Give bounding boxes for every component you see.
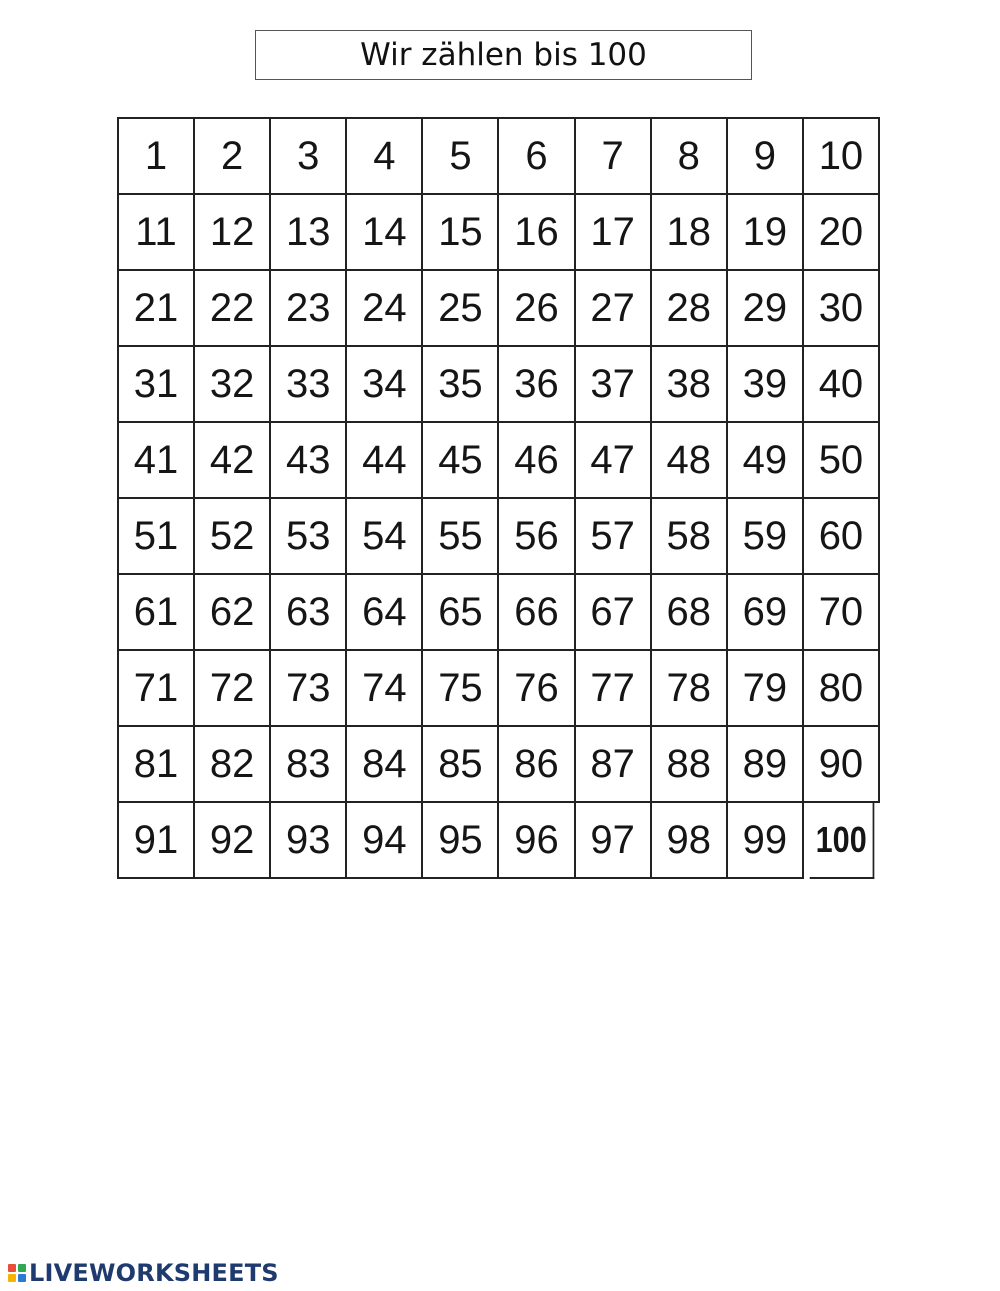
number-cell: 3: [271, 119, 347, 195]
hundred-chart-grid: [117, 117, 880, 879]
number-cell: 77: [576, 651, 652, 727]
number-cell: 93: [271, 803, 347, 879]
number-cell: 86: [499, 727, 575, 803]
number-cell: 26: [499, 271, 575, 347]
worksheet-title: [255, 30, 752, 80]
number-cell: 7: [576, 119, 652, 195]
number-cell: 9: [728, 119, 804, 195]
number-cell: 29: [728, 271, 804, 347]
number-cell: 16: [499, 195, 575, 271]
number-cell: 63: [271, 575, 347, 651]
number-cell: 1: [119, 119, 195, 195]
number-cell: 85: [423, 727, 499, 803]
number-cell: 62: [195, 575, 271, 651]
number-cell: 24: [347, 271, 423, 347]
number-cell: 25: [423, 271, 499, 347]
number-cell: 33: [271, 347, 347, 423]
number-cell: 21: [119, 271, 195, 347]
number-cell: 88: [652, 727, 728, 803]
number-cell: 90: [804, 727, 880, 803]
number-cell: 8: [652, 119, 728, 195]
number-cell: 75: [423, 651, 499, 727]
number-cell: 84: [347, 727, 423, 803]
number-cell: 34: [347, 347, 423, 423]
number-cell: 49: [728, 423, 804, 499]
number-cell: 64: [347, 575, 423, 651]
number-cell: 44: [347, 423, 423, 499]
number-cell: 58: [652, 499, 728, 575]
number-cell: 41: [119, 423, 195, 499]
number-cell: 23: [271, 271, 347, 347]
number-cell: 57: [576, 499, 652, 575]
number-cell: 65: [423, 575, 499, 651]
number-cell: 98: [652, 803, 728, 879]
number-cell: 94: [347, 803, 423, 879]
number-cell: 56: [499, 499, 575, 575]
number-cell: 51: [119, 499, 195, 575]
number-cell: 19: [728, 195, 804, 271]
liveworksheets-footer: [8, 1259, 279, 1287]
number-cell: 36: [499, 347, 575, 423]
number-cell: 27: [576, 271, 652, 347]
number-cell: 5: [423, 119, 499, 195]
number-cell: 18: [652, 195, 728, 271]
number-cell: 37: [576, 347, 652, 423]
number-cell: 95: [423, 803, 499, 879]
number-cell: 22: [195, 271, 271, 347]
number-cell: 12: [195, 195, 271, 271]
number-cell: 48: [652, 423, 728, 499]
number-cell: 20: [804, 195, 880, 271]
number-cell: 17: [576, 195, 652, 271]
number-cell: 80: [804, 651, 880, 727]
number-cell: 10: [804, 119, 880, 195]
number-cell: 87: [576, 727, 652, 803]
number-cell: 28: [652, 271, 728, 347]
number-cell: 83: [271, 727, 347, 803]
number-cell: 47: [576, 423, 652, 499]
number-cell: 45: [423, 423, 499, 499]
number-cell: 96: [499, 803, 575, 879]
liveworksheets-logo-icon: [8, 1264, 26, 1282]
number-cell: 35: [423, 347, 499, 423]
number-cell: 91: [119, 803, 195, 879]
number-cell: 13: [271, 195, 347, 271]
number-cell: 54: [347, 499, 423, 575]
number-cell: 43: [271, 423, 347, 499]
number-cell: 71: [119, 651, 195, 727]
number-cell: 74: [347, 651, 423, 727]
number-cell: 99: [728, 803, 804, 879]
number-cell: 53: [271, 499, 347, 575]
number-cell: 50: [804, 423, 880, 499]
worksheet-title-text: Wir zählen bis 100: [360, 37, 647, 73]
number-cell: 72: [195, 651, 271, 727]
number-cell: 4: [347, 119, 423, 195]
number-cell: 73: [271, 651, 347, 727]
number-cell: 100: [810, 803, 875, 879]
number-cell: 6: [499, 119, 575, 195]
number-cell: 78: [652, 651, 728, 727]
number-cell: 11: [119, 195, 195, 271]
number-cell: 14: [347, 195, 423, 271]
number-cell: 2: [195, 119, 271, 195]
number-cell: 82: [195, 727, 271, 803]
number-cell: 69: [728, 575, 804, 651]
number-cell: 97: [576, 803, 652, 879]
number-cell: 15: [423, 195, 499, 271]
number-cell: 70: [804, 575, 880, 651]
number-cell: 30: [804, 271, 880, 347]
number-cell: 46: [499, 423, 575, 499]
number-cell: 81: [119, 727, 195, 803]
number-cell: 67: [576, 575, 652, 651]
number-cell: 40: [804, 347, 880, 423]
liveworksheets-brand-text: LIVEWORKSHEETS: [29, 1259, 279, 1287]
number-cell: 31: [119, 347, 195, 423]
number-cell: 92: [195, 803, 271, 879]
number-cell: 79: [728, 651, 804, 727]
number-cell: 89: [728, 727, 804, 803]
number-cell: 38: [652, 347, 728, 423]
number-cell: 52: [195, 499, 271, 575]
number-cell: 59: [728, 499, 804, 575]
number-cell: 55: [423, 499, 499, 575]
number-cell: 42: [195, 423, 271, 499]
number-cell: 60: [804, 499, 880, 575]
number-cell: 76: [499, 651, 575, 727]
number-cell: 66: [499, 575, 575, 651]
number-cell: 39: [728, 347, 804, 423]
number-cell: 68: [652, 575, 728, 651]
number-cell: 61: [119, 575, 195, 651]
number-cell: 32: [195, 347, 271, 423]
